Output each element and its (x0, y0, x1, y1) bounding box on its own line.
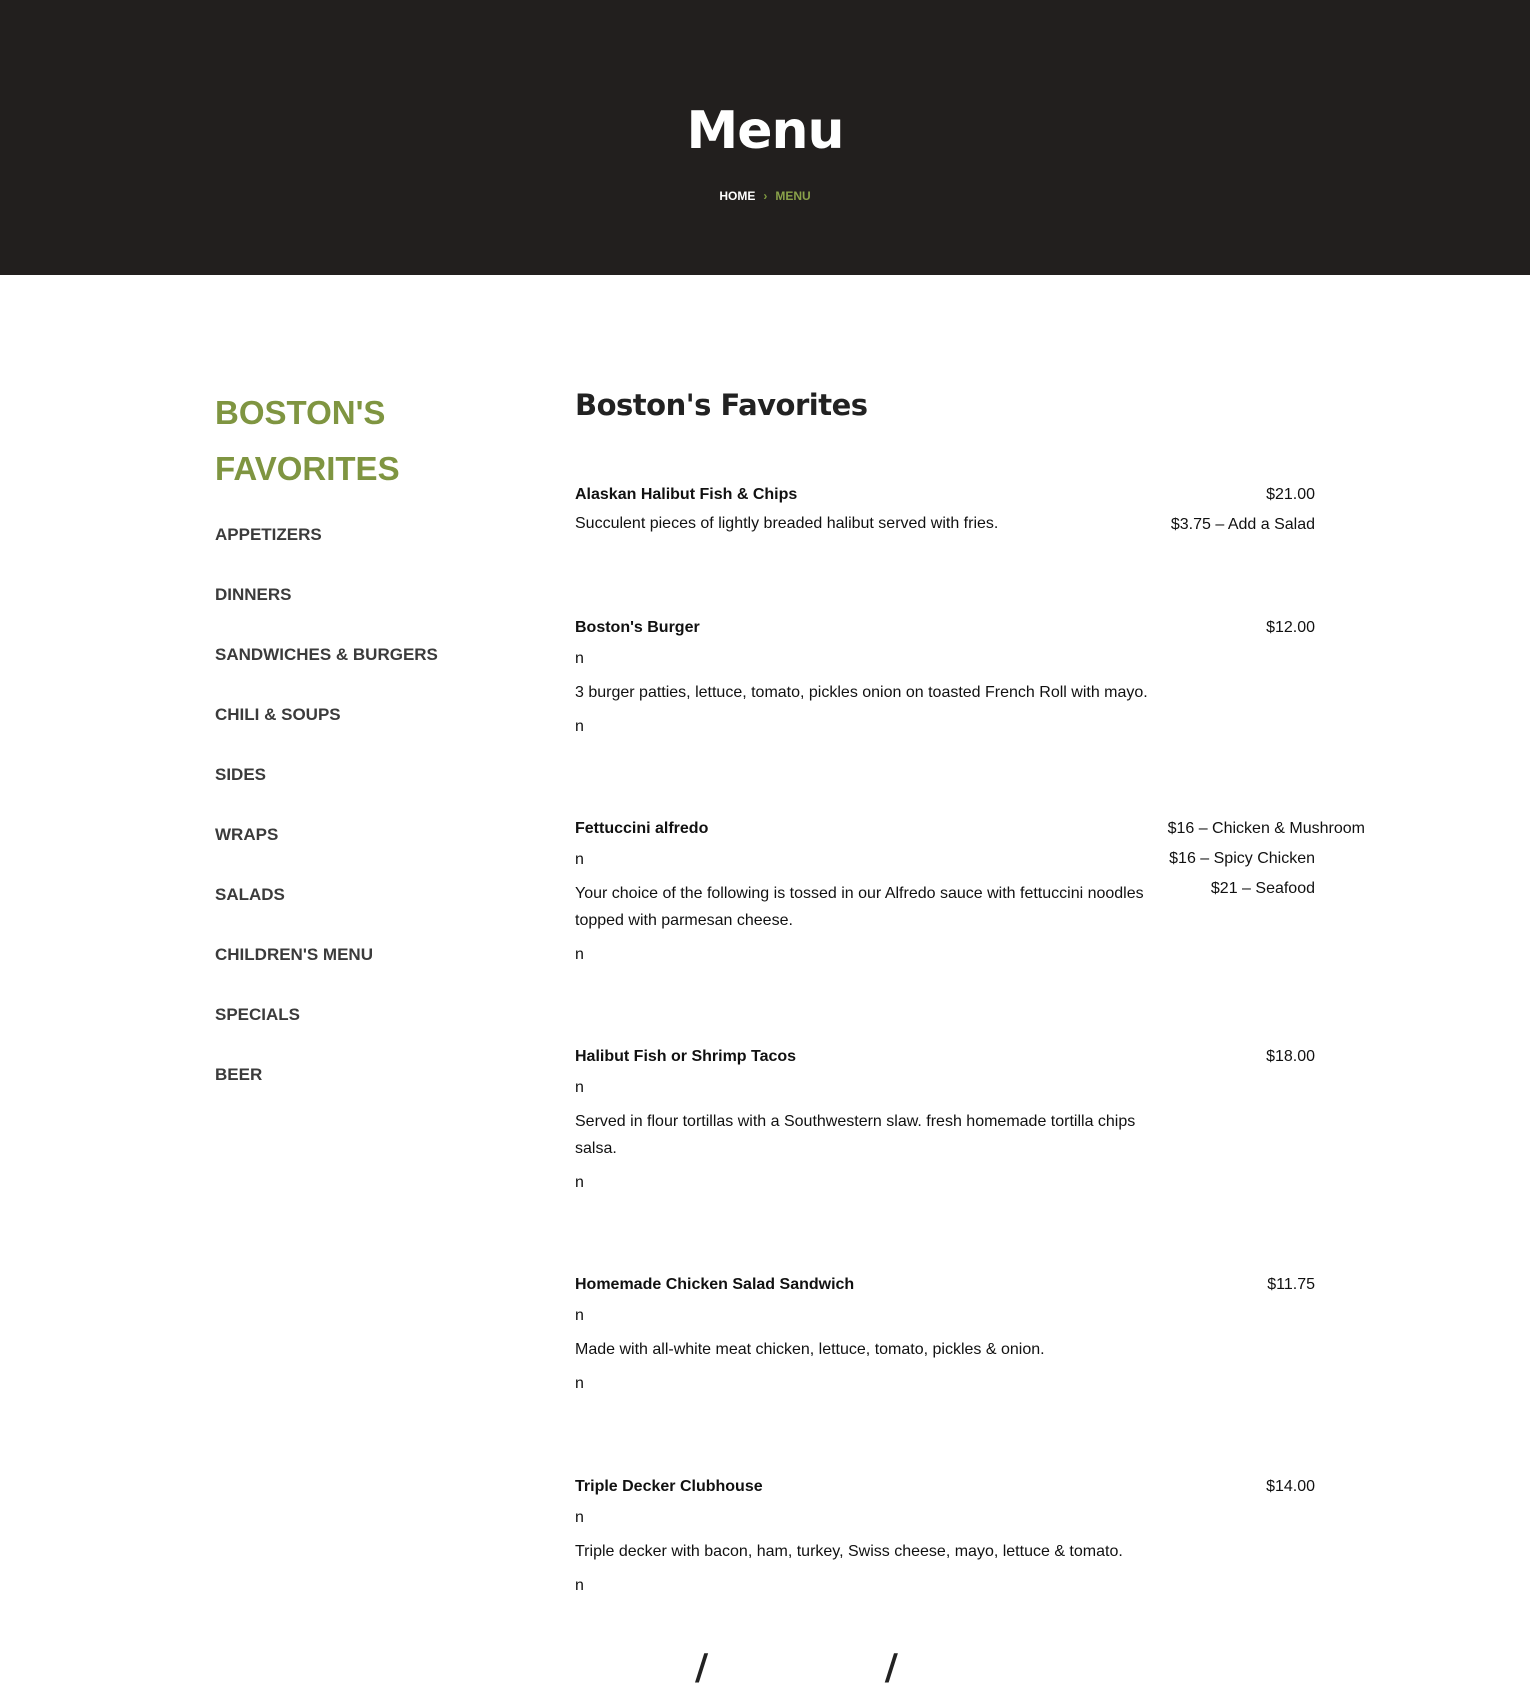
menu-item-name: Homemade Chicken Salad Sandwich (575, 1276, 855, 1293)
menu-item-text: n (575, 718, 584, 735)
menu-item-name: Boston's Burger (575, 619, 700, 636)
sidebar-item-wraps[interactable]: WRAPS (215, 825, 279, 844)
menu-item-prices (1267, 1275, 1315, 1305)
menu-item-description: 3 burger patties, lettuce, tomato, pickles onion on toasted French Roll with mayo. (575, 684, 1148, 701)
sidebar-item-sides[interactable]: SIDES (215, 765, 267, 784)
menu-item-description: Made with all-white meat chicken, lettuce, tomato, pickles & onion. (575, 1341, 1045, 1358)
sidebar-item-salads[interactable]: SALADS (215, 885, 285, 904)
menu-item-name: Halibut Fish or Shrimp Tacos (575, 1048, 797, 1065)
menu-item (575, 485, 1375, 537)
menu-item-price: $21 – Seafood (1210, 880, 1315, 897)
chevron-right-icon: › (763, 189, 768, 203)
menu-item-description: Your choice of the following is tossed in our Alfredo sauce with fettuccini noodles topped with parmesan cheese. (575, 885, 1144, 929)
menu-item (575, 618, 1375, 740)
menu-item-price: $14.00 (1266, 1478, 1315, 1495)
page-hero (0, 0, 1530, 275)
sidebar-item-beer[interactable]: BEER (215, 1065, 263, 1084)
category-nav (215, 525, 535, 1125)
breadcrumb (0, 188, 1530, 204)
breadcrumb-current: MENU (775, 189, 811, 203)
sidebar-item-dinners[interactable]: DINNERS (215, 585, 292, 604)
menu-category-sidebar (215, 385, 535, 1125)
menu-item-description: Served in flour tortillas with a Southwestern slaw. fresh homemade tortilla chips salsa. (575, 1113, 1136, 1157)
menu-item-text: n (575, 650, 584, 667)
menu-item-text: n (575, 1174, 584, 1191)
menu-item-text: n (575, 946, 584, 963)
menu-item-text: n (575, 1307, 584, 1324)
sidebar-item-childrens-menu[interactable]: CHILDREN'S MENU (215, 945, 373, 964)
page-title: Menu (686, 101, 844, 161)
sidebar-item-sandwiches-burgers[interactable]: SANDWICHES & BURGERS (215, 645, 438, 664)
heading-fragment-glyph: / (695, 1647, 709, 1687)
menu-item-text: n (575, 1509, 584, 1526)
menu-item (575, 1477, 1375, 1599)
menu-item-prices (1168, 819, 1365, 909)
menu-item-price: $12.00 (1266, 619, 1315, 636)
next-section-heading-fragment (695, 1648, 898, 1687)
menu-item-prices (1266, 1477, 1315, 1507)
menu-item-text: n (575, 851, 584, 868)
menu-item-price: $11.75 (1267, 1276, 1315, 1293)
breadcrumb-home-link[interactable]: HOME (719, 189, 756, 203)
menu-item-price: $16 – Chicken & Mushroom (1167, 820, 1365, 837)
section-heading: Boston's Favorites (575, 388, 868, 422)
menu-item-price: $18.00 (1266, 1048, 1315, 1065)
sidebar-item-appetizers[interactable]: APPETIZERS (215, 525, 322, 544)
menu-item-description: Triple decker with bacon, ham, turkey, Swiss cheese, mayo, lettuce & tomato. (575, 1543, 1123, 1560)
menu-item-name: Alaskan Halibut Fish & Chips (575, 486, 798, 503)
menu-content (575, 385, 1375, 1594)
menu-item-text: n (575, 1079, 584, 1096)
menu-item (575, 1047, 1375, 1196)
menu-item (575, 819, 1375, 968)
heading-fragment-glyph: / (884, 1647, 898, 1687)
menu-item-price: $16 – Spicy Chicken (1169, 850, 1315, 867)
menu-item-description: Succulent pieces of lightly breaded halibut served with fries. (575, 515, 999, 532)
menu-item-prices (1266, 618, 1315, 648)
menu-item-text: n (575, 1375, 584, 1392)
menu-item-text: n (575, 1577, 584, 1594)
menu-item-prices (1266, 1047, 1315, 1077)
menu-item (575, 1275, 1375, 1397)
sidebar-item-specials[interactable]: SPECIALS (215, 1005, 301, 1024)
sidebar-item-chili-soups[interactable]: CHILI & SOUPS (215, 705, 341, 724)
menu-item-price: $21.00 (1266, 486, 1315, 503)
sidebar-title: BOSTON'S FAVORITES (215, 394, 400, 487)
menu-item-name: Fettuccini alfredo (575, 820, 709, 837)
menu-item-price: $3.75 – Add a Salad (1170, 516, 1315, 533)
menu-item-prices (1171, 485, 1315, 545)
menu-item-name: Triple Decker Clubhouse (575, 1478, 763, 1495)
